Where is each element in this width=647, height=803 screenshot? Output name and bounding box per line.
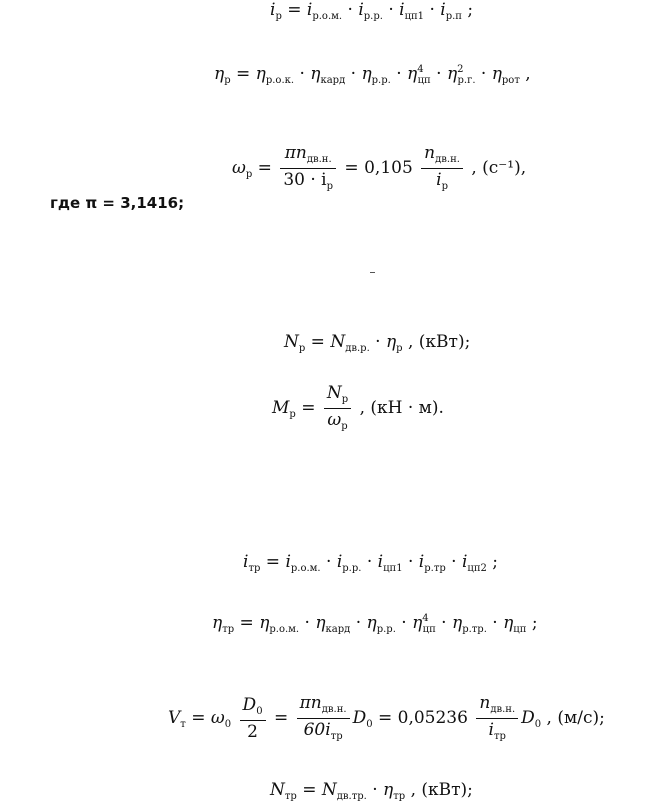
fraction: $\frac{N_р}{\omega_р}$ — [324, 384, 351, 433]
fraction: $\frac{D_0}{2}$ — [240, 696, 266, 742]
equation-v-t: $V_т = \omega_0$ $\frac{D_0}{2}$ = $\frac{\pi n_{дв.н.}}{60i_{тр}}$ $D_0 = 0,05236$ $\frac{n_{дв.н.}}{i_{тр}}$ $D_0$ , (м/с); — [168, 693, 605, 742]
equation-eta-p: $\eta_р = \eta_{р.о.к.} \cdot \eta_{кард} \cdot \eta_{р.р.} \cdot \eta^4_{цп} \cdot \eta^2_{р.г.} \cdot \eta_{рот}$ , — [214, 64, 531, 86]
divider-mark — [370, 272, 375, 273]
fraction: $\frac{n_{дв.н.}}{i_р}$ — [421, 144, 463, 193]
equation-i-tr: $i_{тр} = i_{р.о.м.} \cdot i_{р.р.} \cdot i_{цп1} \cdot i_{р.тр} \cdot i_{цп2}$ ; — [243, 552, 499, 574]
fraction: $\frac{n_{дв.н.}}{i_{тр}}$ — [476, 694, 518, 743]
pi-note: где π = 3,1416; — [50, 194, 185, 212]
equation-n-p: $N_р = N_{дв.р.} \cdot \eta_р$ , (кВт); — [284, 332, 471, 354]
equation-i-p: $i_р = i_{р.о.м.} \cdot i_{р.р.} \cdot i_{цп1} \cdot i_{р.п}$ ; — [270, 0, 474, 22]
equation-omega-p: $\omega_р$ = $\frac{\pi n_{дв.н.}}{30 \cdot i_р}$ = 0,105 $\frac{n_{дв.н.}}{i_р}$ , (с⁻¹), — [232, 143, 527, 192]
equation-n-tr: $N_{тр} = N_{дв.тр.} \cdot \eta_{тр}$ , (кВт); — [270, 780, 473, 802]
fraction: $\frac{\pi n_{дв.н.}}{60i_{тр}}$ — [297, 694, 350, 743]
equation-m-p: $M_р$ = $\frac{N_р}{\omega_р}$ , (кН · м). — [272, 383, 444, 432]
fraction: $\frac{\pi n_{дв.н.}}{30 \cdot i_р}$ — [280, 144, 336, 193]
equation-eta-tr: $\eta_{тр} = \eta_{р.о.м.} \cdot \eta_{кард} \cdot \eta_{р.р.} \cdot \eta^4_{цп} \cdot \eta_{р.тр.} \cdot \eta_{цп}$ ; — [212, 613, 538, 635]
